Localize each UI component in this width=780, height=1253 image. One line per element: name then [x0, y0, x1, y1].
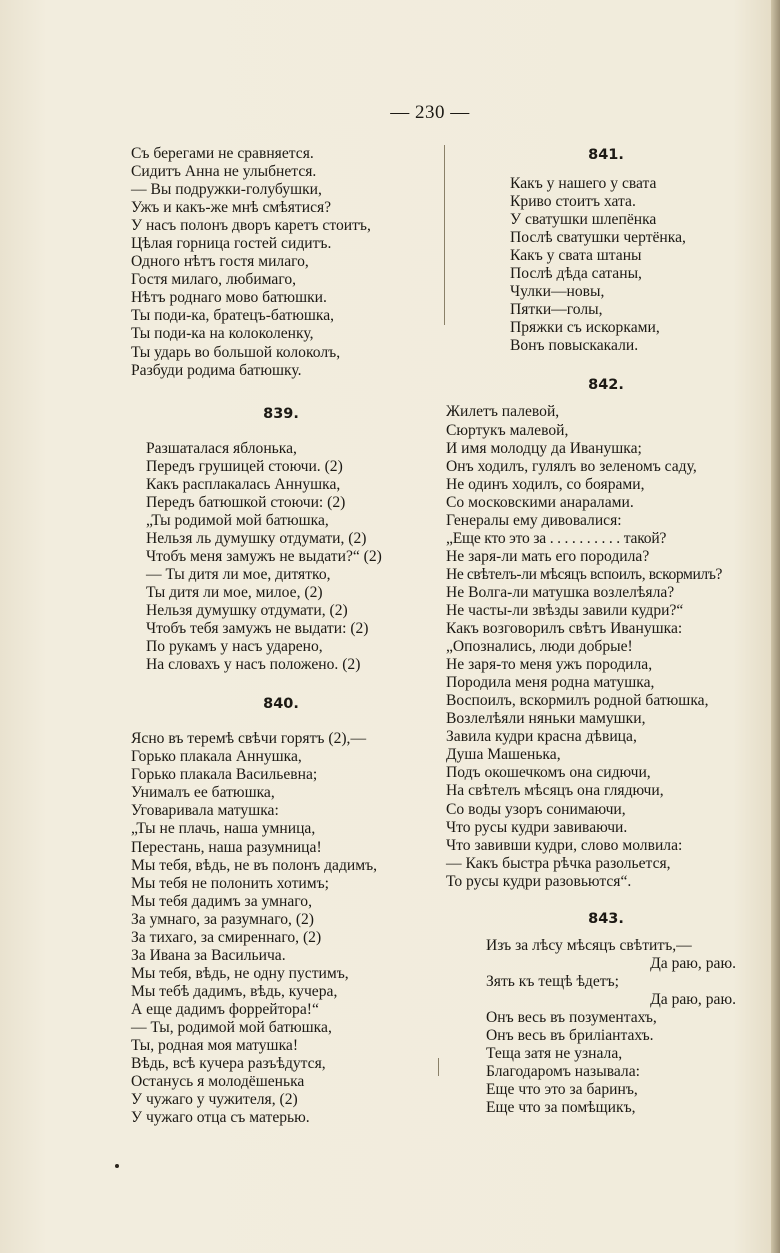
verse-line: Нѣтъ роднаго мово батюшки.	[131, 289, 327, 307]
verse-line: Нельзя ль думушку отдумати, (2)	[146, 529, 367, 547]
verse-line: У сватушки шлепёнка	[510, 211, 657, 229]
verse-line: То русы кудри разовьются“.	[446, 872, 632, 890]
verse-line: Цѣлая горница гостей сидитъ.	[131, 235, 332, 253]
column-divider-lower	[438, 1058, 439, 1076]
verse-line: Пряжки съ искорками,	[510, 319, 660, 337]
verse-line: Зять къ тещѣ ѣдетъ;	[486, 972, 619, 990]
poem-number-840: 840.	[263, 696, 299, 713]
verse-line: Благодаромъ называла:	[486, 1063, 640, 1081]
poem-841	[446, 175, 776, 355]
right-column	[446, 145, 776, 1117]
verse-line: Мы тебѣ дадимъ, вѣдь, кучера,	[131, 982, 338, 1000]
verse-line: Ты ударь во большой колоколъ,	[131, 343, 341, 361]
verse-line: — Какъ быстра рѣчка разольется,	[446, 854, 671, 872]
page-number: — 230 —	[390, 102, 470, 123]
verse-line: Какъ расплакалась Аннушка,	[146, 475, 341, 493]
verse-line: На свѣтелъ мѣсяцъ она глядючи,	[446, 782, 664, 800]
verse-line: Вѣдь, всѣ кучера разъѣдутся,	[131, 1055, 326, 1073]
verse-line: У чужаго отца съ матерью.	[131, 1109, 310, 1127]
poem-number-842: 842.	[588, 377, 624, 394]
verse-line: Мы тебя, вѣдь, не въ полонъ дадимъ,	[131, 856, 378, 874]
verse-line: Не заря-то меня ужъ породила,	[446, 656, 653, 674]
verse-line: За умнаго, за разумнаго, (2)	[131, 910, 314, 928]
verse-line: Не Волга-ли матушка возлелѣяла?	[446, 583, 675, 601]
verse-line: Возлелѣяли няньки мамушки,	[446, 710, 646, 728]
verse-line: Ты поди-ка, братецъ-батюшка,	[131, 307, 335, 325]
verse-line: „Ты не плачь, наша умница,	[131, 820, 316, 838]
poem-838-continuation	[131, 145, 431, 380]
verse-refrain: Да раю, раю.	[650, 954, 736, 972]
verse-line: Завила кудри красна дѣвица,	[446, 728, 637, 746]
verse-line: Ты дитя ли мое, милое, (2)	[146, 583, 323, 601]
verse-line: Подъ окошечкомъ она сидючи,	[446, 764, 651, 782]
verse-line: Передъ батюшкой стоючи: (2)	[146, 493, 346, 511]
left-column	[131, 145, 431, 1127]
verse-line: Еще что за помѣщикъ,	[486, 1099, 636, 1117]
verse-line: Не одинъ ходилъ, со боярами,	[446, 475, 645, 493]
verse-line: И имя молодцу да Иванушка;	[446, 439, 642, 457]
verse-line: Останусь я молодёшенька	[131, 1073, 305, 1091]
verse-line: Съ берегами не сравняется.	[131, 145, 314, 162]
verse-line: Со московскими анаралами.	[446, 493, 634, 511]
verse-line: А еще дадимъ форрейтора!“	[131, 1000, 319, 1018]
verse-line: Ты, родная моя матушка!	[131, 1037, 299, 1055]
verse-line: Мы тебя, вѣдь, не одну пустимъ,	[131, 964, 349, 982]
verse-line: Чтобъ меня замужъ не выдати?“ (2)	[146, 547, 382, 565]
verse-line: Разшаталася яблонька,	[146, 439, 297, 457]
verse-line: Изъ за лѣсу мѣсяцъ свѣтитъ,—	[486, 936, 692, 954]
verse-line: — Ты, родимой мой батюшка,	[131, 1018, 332, 1036]
verse-line: „Ты родимой мой батюшка,	[146, 511, 329, 529]
poem-number-843: 843.	[588, 910, 624, 927]
column-divider	[444, 145, 445, 325]
verse-line: Какъ у свата штаны	[510, 247, 642, 265]
verse-line: Пятки—голы,	[510, 301, 603, 319]
verse-line: Криво стоитъ хата.	[510, 193, 636, 211]
verse-line: — Ты дитя ли мое, дитятко,	[146, 565, 331, 583]
poem-number-839: 839.	[263, 405, 299, 422]
verse-line: На словахъ у насъ положено. (2)	[146, 656, 361, 674]
verse-line: Теща затя не узнала,	[486, 1045, 623, 1063]
ink-speck	[115, 1164, 119, 1168]
verse-line: Со воды узоръ сонимаючи,	[446, 800, 626, 818]
verse-line: Ты поди-ка на колоколенку,	[131, 325, 314, 343]
verse-line: „Опознались, люди добрые!	[446, 638, 633, 656]
verse-line: Что русы кудри завиваючи.	[446, 818, 628, 836]
verse-line: Душа Машенька,	[446, 746, 561, 764]
verse-line: Вонъ повыскакали.	[510, 337, 639, 355]
poem-843	[446, 937, 736, 1117]
verse-line: Не часты-ли звѣзды завили кудри?“	[446, 601, 684, 619]
verse-line: Сюртукъ малевой,	[446, 421, 569, 439]
verse-line: Унималъ ее батюшка,	[131, 784, 275, 802]
verse-line: Не свѣтелъ-ли мѣсяцъ вспоилъ, вскормилъ?	[446, 565, 723, 583]
verse-line: За тихаго, за смиреннаго, (2)	[131, 928, 322, 946]
verse-line: По рукамъ у насъ ударено,	[146, 638, 323, 656]
verse-line: Ужъ и какъ-же мнѣ смѣятися?	[131, 199, 332, 217]
verse-line: Жилетъ палевой,	[446, 403, 560, 421]
verse-line: Гостя милаго, любимаго,	[131, 271, 297, 289]
verse-line: У чужаго у чужителя, (2)	[131, 1091, 298, 1109]
verse-refrain: Да раю, раю.	[650, 990, 736, 1008]
verse-line: Нельзя думушку отдумати, (2)	[146, 602, 348, 620]
verse-line: Мы тебя дадимъ за умнаго,	[131, 892, 312, 910]
verse-line: Онъ весь въ позументахъ,	[486, 1008, 657, 1026]
verse-line: Онъ весь въ бриліантахъ.	[486, 1026, 654, 1044]
verse-line: Что завивши кудри, слово молвила:	[446, 836, 683, 854]
verse-line: Перестань, наша разумница!	[131, 838, 322, 856]
verse-line: Не заря-ли мать его породила?	[446, 547, 650, 565]
verse-line: Разбуди родима батюшку.	[131, 361, 302, 379]
poem-839	[131, 440, 431, 675]
verse-line: За Ивана за Васильича.	[131, 946, 286, 964]
verse-line: Чулки—новы,	[510, 283, 605, 301]
verse-line: — Вы подружки-голубушки,	[131, 181, 322, 199]
verse-line: Уговаривала матушка:	[131, 802, 279, 820]
verse-line: Ясно въ теремѣ свѣчи горятъ (2),—	[131, 730, 367, 748]
verse-line: Еще что это за баринъ,	[486, 1081, 638, 1099]
verse-line: Передъ грушицей стоючи. (2)	[146, 457, 343, 475]
verse-line: Одного нѣтъ гостя милаго,	[131, 253, 309, 271]
poem-number-841: 841.	[588, 147, 624, 163]
verse-line: Мы тебя не полонить хотимъ;	[131, 874, 330, 892]
poem-842	[446, 403, 776, 890]
verse-line: Онъ ходилъ, гулялъ во зеленомъ саду,	[446, 457, 697, 475]
verse-line: Послѣ сватушки чертёнка,	[510, 229, 686, 247]
verse-line: У насъ полонъ дворъ каретъ стоитъ,	[131, 217, 371, 235]
verse-line: Послѣ дѣда сатаны,	[510, 265, 642, 283]
poem-840	[131, 730, 431, 1127]
verse-line: Горько плакала Васильевна;	[131, 766, 318, 784]
verse-line: Горько плакала Аннушка,	[131, 748, 302, 766]
verse-line: Какъ у нашего у свата	[510, 175, 657, 192]
verse-line: Сидитъ Анна не улыбнется.	[131, 163, 317, 181]
verse-line: Породила меня родна матушка,	[446, 674, 655, 692]
verse-line: Воспоилъ, вскормилъ родной батюшка,	[446, 692, 709, 710]
verse-line: Генералы ему дивовалися:	[446, 511, 622, 529]
verse-line: Чтобъ тебя замужъ не выдати: (2)	[146, 620, 369, 638]
verse-line: Какъ возговорилъ свѣтъ Иванушка:	[446, 620, 683, 638]
verse-line: „Еще кто это за . . . . . . . . . . такой?	[446, 529, 667, 547]
